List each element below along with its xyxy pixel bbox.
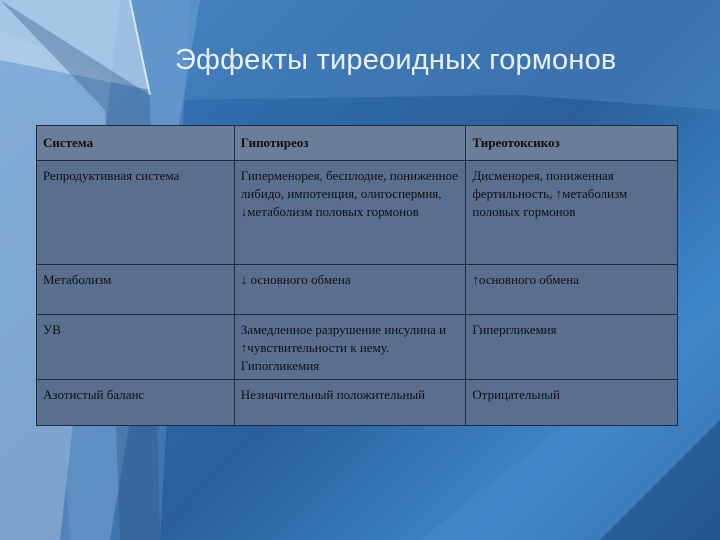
table-cell: Репродуктивная система [37, 161, 235, 265]
table-cell: Гиперменорея, бесплодие, пониженное либидо, импотенция, олигоспермия, ↓метаболизм половых гормонов [234, 161, 466, 265]
effects-table [36, 125, 678, 426]
table-cell: Отрицательный [466, 380, 678, 426]
table-cell: Метаболизм [37, 265, 235, 315]
table-cell: Азотистый баланс [37, 380, 235, 426]
table-cell: Незначительный положительный [234, 380, 466, 426]
table-row [37, 315, 678, 380]
header-thyrotoxicosis: Тиреотоксикоз [466, 126, 678, 161]
header-hypothyroidism: Гипотиреоз [234, 126, 466, 161]
table-cell: Замедленное разрушение инсулина и ↑чувствительности к нему. Гипогликемия [234, 315, 466, 380]
table-header-row [37, 126, 678, 161]
table-cell: Гипергликемия [466, 315, 678, 380]
table-cell: Дисменорея, пониженная фертильность, ↑метаболизм половых гормонов [466, 161, 678, 265]
table-row [37, 265, 678, 315]
table-cell: ↑основного обмена [466, 265, 678, 315]
table-cell: ↓ основного обмена [234, 265, 466, 315]
page-title: Эффекты тиреоидных гормонов [175, 44, 617, 76]
header-system: Система [37, 126, 235, 161]
table-row [37, 161, 678, 265]
table-row [37, 380, 678, 426]
table-cell: УВ [37, 315, 235, 380]
